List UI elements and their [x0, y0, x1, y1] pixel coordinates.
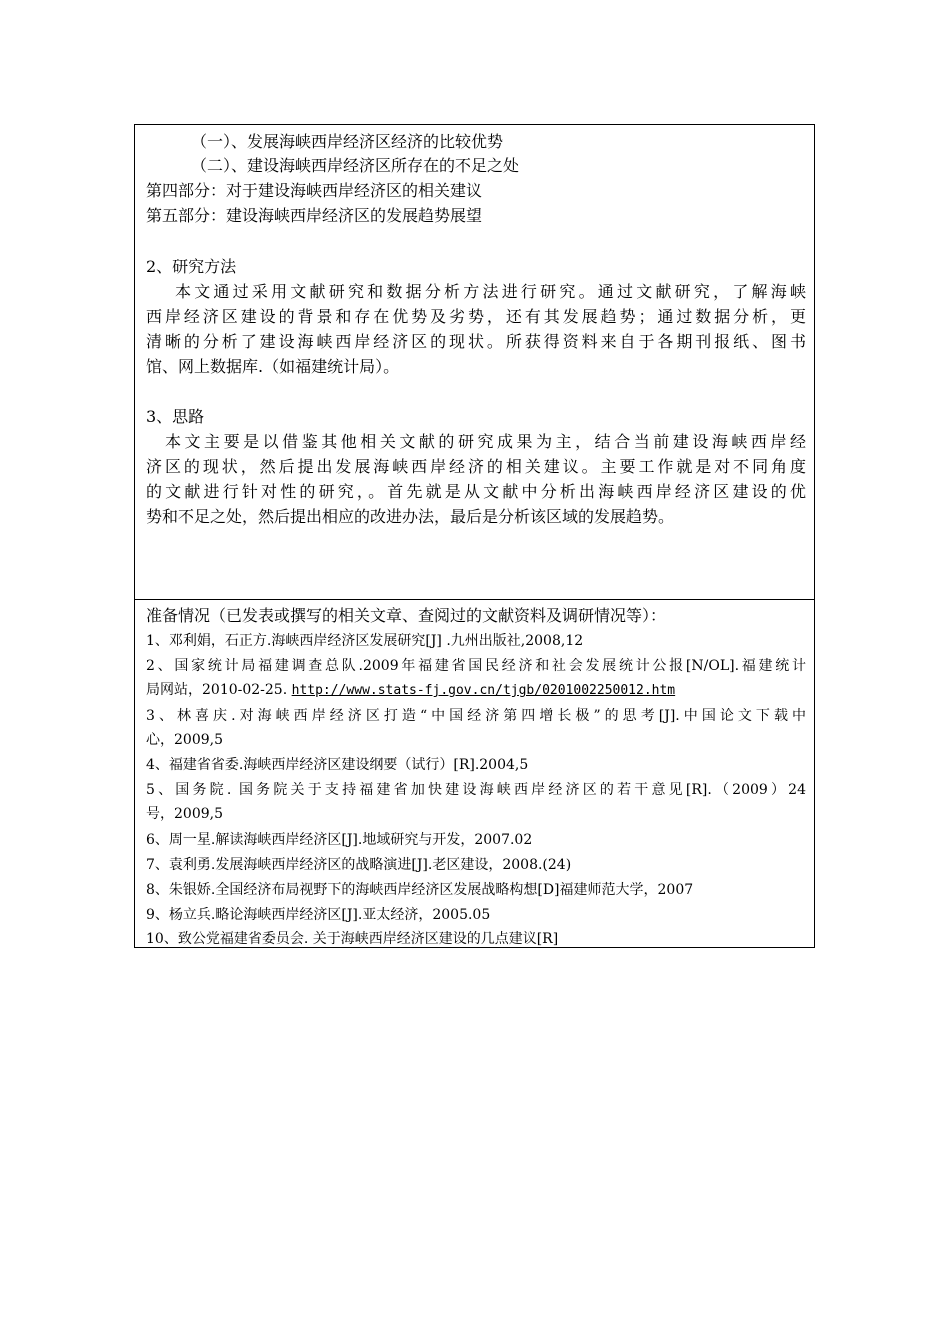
approach-line-4: 势和不足之处，然后提出相应的改进办法，最后是分析该区域的发展趋势。	[146, 507, 675, 526]
outline-part-4: 第四部分：对于建设海峡西岸经济区的相关建议	[146, 181, 483, 200]
reference-1: 1、邓利娟，石正方.海峡西岸经济区发展研究[J] .九州出版社,2008,12	[146, 633, 584, 649]
outline-item-1: （一）、发展海峡西岸经济区经济的比较优势	[191, 132, 504, 151]
outline-item-2: （二）、建设海峡西岸经济区所存在的不足之处	[191, 156, 520, 175]
reference-4: 4、福建省省委.海峡西岸经济区建设纲要（试行）[R].2004,5	[146, 757, 529, 773]
reference-8: 8、朱银娇.全国经济布局视野下的海峡西岸经济区发展战略构想[D]福建师范大学，2007	[146, 882, 694, 898]
reference-6: 6、周一星.解读海峡西岸经济区[J].地域研究与开发，2007.02	[146, 832, 533, 848]
preparation-cell	[135, 600, 814, 947]
reference-2-line-2: 局网站，2010-02-25. http://www.stats-fj.gov.cn/tjgb/0201002250012.htm	[146, 682, 676, 698]
approach-line-2: 济区的现状，然后提出发展海峡西岸经济的相关建议。主要工作就是对不同角度	[146, 457, 806, 476]
document-table	[134, 124, 815, 948]
research-content-cell	[135, 125, 814, 600]
reference-2-link[interactable]: http://www.stats-fj.gov.cn/tjgb/0201002250012.htm	[291, 683, 676, 698]
reference-5-line-2: 号，2009,5	[146, 806, 223, 822]
method-heading: 2、研究方法	[146, 257, 237, 276]
reference-7: 7、袁利勇.发展海峡西岸经济区的战略演进[J].老区建设，2008.(24)	[146, 857, 572, 873]
approach-line-1: 本文主要是以借鉴其他相关文献的研究成果为主，结合当前建设海峡西岸经	[165, 432, 806, 451]
outline-part-5: 第五部分：建设海峡西岸经济区的发展趋势展望	[146, 206, 483, 225]
reference-3-line-2: 心，2009,5	[146, 732, 223, 748]
reference-10: 10、致公党福建省委员会. 关于海峡西岸经济区建设的几点建议[R]	[146, 931, 559, 947]
approach-line-3: 的文献进行针对性的研究，。首先就是从文献中分析出海峡西岸经济区建设的优	[146, 482, 806, 501]
preparation-heading: 准备情况（已发表或撰写的相关文章、查阅过的文献资料及调研情况等）：	[146, 606, 667, 625]
method-line-1: 本文通过采用文献研究和数据分析方法进行研究。通过文献研究，了解海峡	[175, 282, 806, 301]
approach-heading: 3、思路	[146, 407, 205, 426]
method-line-2: 西岸经济区建设的背景和存在优势及劣势，还有其发展趋势；通过数据分析，更	[146, 307, 806, 326]
reference-5-line-1: 5、国务院. 国务院关于支持福建省加快建设海峡西岸经济区的若干意见[R].（2009）24	[146, 782, 806, 798]
method-line-3: 清晰的分析了建设海峡西岸经济区的现状。所获得资料来自于各期刊报纸、图书	[146, 332, 806, 351]
reference-2-line-1: 2、国家统计局福建调查总队.2009年福建省国民经济和社会发展统计公报[N/OL].福建统计	[146, 658, 806, 674]
reference-3-line-1: 3、林喜庆.对海峡西岸经济区打造“中国经济第四增长极”的思考[J].中国论文下载中	[146, 708, 806, 724]
method-line-4: 馆、网上数据库.（如福建统计局）。	[146, 357, 400, 376]
reference-9: 9、杨立兵.略论海峡西岸经济区[J].亚太经济，2005.05	[146, 907, 491, 923]
